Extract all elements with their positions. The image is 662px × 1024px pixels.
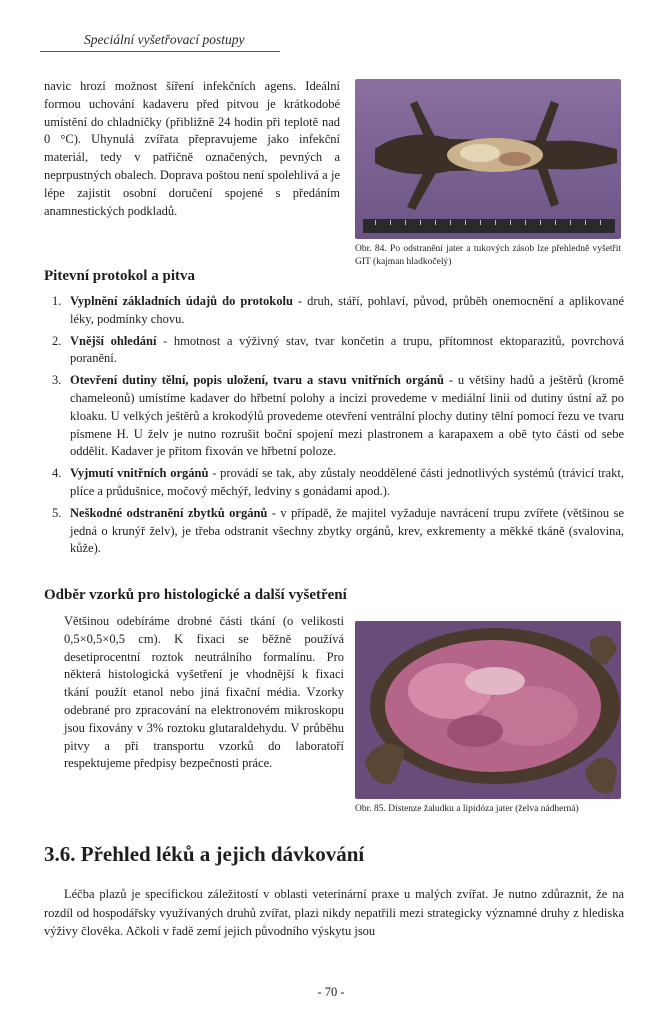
item-term: Neškodné odstranění zbytků orgánů	[70, 505, 268, 520]
protocol-item	[44, 333, 624, 369]
item-term: Vnější ohledání	[70, 333, 157, 348]
item-term: Vyjmutí vnitřních orgánů	[70, 466, 209, 481]
intro-paragraph: navic hrozí možnost šíření infekčních agens. Ideální formou uchování kadaveru před pitvou je krátkodobé umístění do chladničky (přibližně 24 hodin při teplotě nad 0 °C). Uhynulá zvířata přepravujeme jako infekční materiál, tedy v patřičně označených, pevných a neprpustných obalech. Doprava poštou není spolehlivá a je lépe zajistit osobní doručení spojené s předáním anamnestických podkladů.	[44, 79, 340, 218]
running-header: Speciální vyšetřovací postupy	[84, 32, 245, 47]
protocol-list	[44, 293, 624, 562]
item-number: 1.	[52, 294, 62, 308]
item-number: 5.	[52, 505, 62, 520]
item-text: - hmotnost a výživný stav, tvar končetin a trupu, přítomnost ektoparazitů, povrchová poranění.	[70, 333, 624, 366]
protocol-item	[44, 293, 624, 329]
figure-85	[355, 621, 621, 816]
item-number: 4.	[52, 466, 62, 481]
item-term: Otevření dutiny tělní, popis uložení, tvaru a stavu vnitřních orgánů	[70, 373, 444, 388]
caiman-dissection-image	[355, 79, 621, 239]
item-text: - druh, stáří, pohlaví, původ, průběh onemocnění a aplikované léky, podmínky chovu.	[70, 294, 625, 326]
item-text: - v případě, že majitel vyžaduje navrácení trupu zvířete (většinou se jedná o krunýř želv), je třeba odstranit všechny zbytky orgánů, krev, exkrementy a měkké tkáně (svalovina, kůže).	[70, 505, 624, 556]
item-number: 3.	[52, 373, 62, 388]
section-heading-protocol: Pitevní protokol a pitva	[44, 268, 195, 284]
item-text: - u většiny hadů a ještěrů (kromě chameleonů) umístíme kadaver do hřbetní polohy a incizi provedeme v mediální linii od dutiny ústní až po kloaku. U velkých ještěrů a krokodýlů provedeme otevření ventrální plochy dutiny tělní pomocí řezu ve tvaru písmene H. U želv je nutno rozrušit boční spojení mezi plastronem a karapaxem a obě tyto části od sebe oddělit. Kadaver je přitom fixován ve hřbetní poloze.	[70, 373, 624, 459]
section-heading-samples: Odběr vzorků pro histologické a další vyšetření	[44, 587, 347, 603]
page-number: - 70 -	[317, 985, 345, 999]
figure-85-caption: Obr. 85. Distenze žaludku a lipidóza jater (želva nádherná)	[355, 804, 579, 814]
protocol-item	[44, 465, 624, 501]
header-rule	[40, 51, 280, 52]
section-paragraph: Léčba plazů je specifickou záležitostí v oblasti veterinární praxe u malých zvířat. Je nutno zdůraznit, že na rozdíl od hospodářsky využívaných druhů zvířat, plazi nikdy nepatřili mezi strategicky významné druhy z hlediska výživy člověka. Ačkoli v řadě zemí jejich původního výskytu jsou	[44, 887, 624, 938]
figure-84-caption: Obr. 84. Po odstranění jater a tukových zásob lze přehledně vyšetřit GIT (kajman hladkočelý)	[355, 244, 621, 267]
protocol-item	[44, 372, 624, 461]
item-term: Vyplnění základních údajů do protokolu	[70, 294, 293, 308]
protocol-item	[44, 505, 624, 558]
figure-84-photo	[355, 79, 621, 239]
figure-85-photo	[355, 621, 621, 799]
figure-84	[355, 79, 621, 269]
item-number: 2.	[52, 333, 62, 348]
chapter-heading: 3.6. Přehled léků a jejich dávkování	[44, 842, 365, 866]
samples-paragraph: Většinou odebíráme drobné části tkání (o velikosti 0,5×0,5×0,5 cm). K fixaci se běžně používá desetiprocentní roztok neutrálního formalínu. Pro některá histologická vyšetření je vhodnější k fixaci tkání použít etanol nebo jiná fixační média. Vzorky odebrané pro zpracování na elektronovém mikroskopu jsou fixovány v 3% roztoku glutaraldehydu. V průběhu pitvy a při transportu vzorků do laboratoří respektujeme předpisy bezpečnosti práce.	[64, 614, 344, 771]
turtle-dissection-image	[355, 621, 621, 799]
item-text: - provádí se tak, aby zůstaly neoddělené části jednotlivých systémů (trávicí trakt, plíce a průdušnice, močový měchýř, ledviny s gonádami apod.).	[70, 466, 624, 498]
